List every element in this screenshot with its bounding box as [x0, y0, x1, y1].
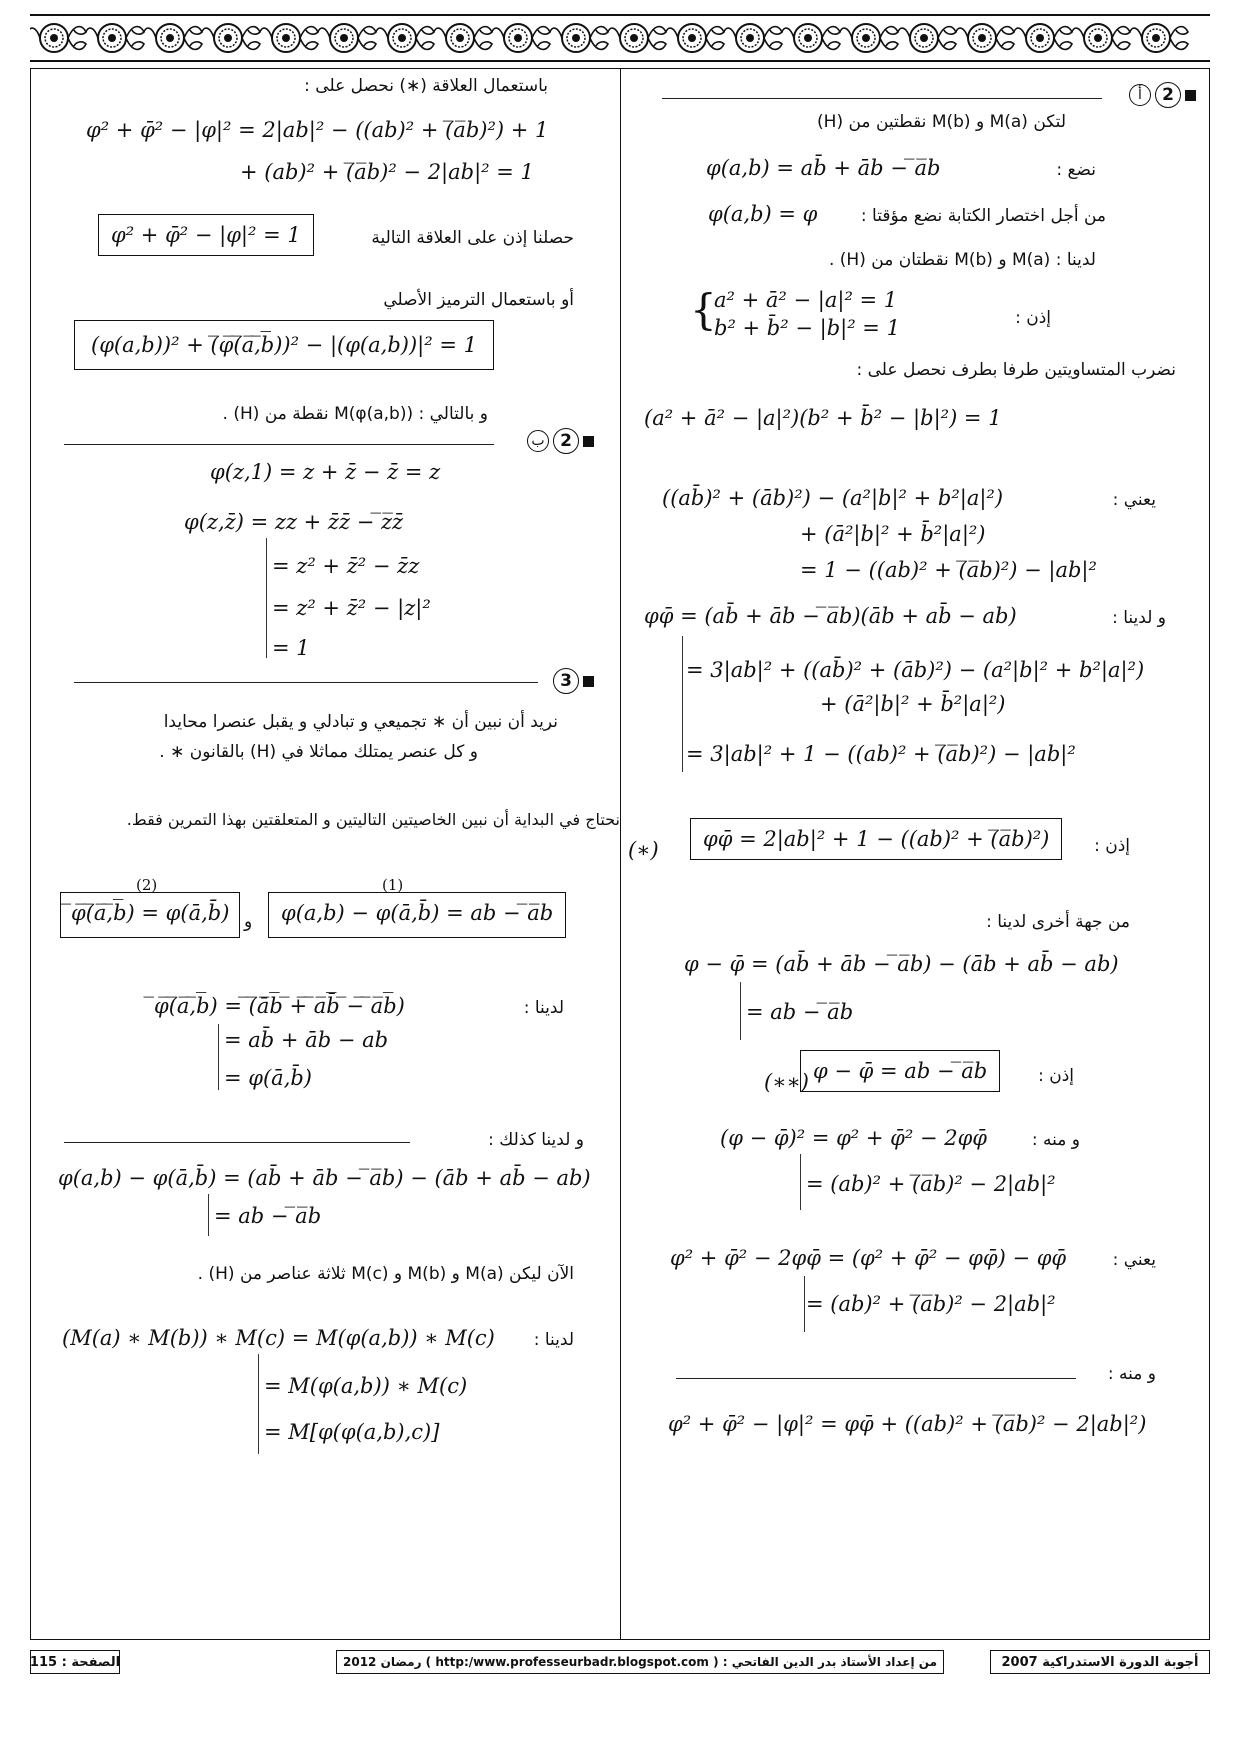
math-e2c: + (ā²|b|² + b̄²|a|²) — [820, 692, 1006, 716]
boxed-relation-2: (φ(a,b))² + (̅φ̅(̅a̅,̅b̅))² − |(φ(a,b))|² = 1 — [74, 320, 494, 370]
label-we-have: و لدينا : — [1112, 608, 1166, 628]
boxed-property-2: ̅φ̅(̅a̅,̅b̅) = φ(ā,b̄) — [60, 892, 240, 938]
swirl-ornament-icon — [30, 12, 1210, 64]
label-we-have-2: لدينا : — [523, 998, 564, 1018]
text-and: و — [244, 912, 253, 932]
q3-number: 3 — [553, 668, 579, 694]
derivation-bar-3 — [800, 1154, 801, 1210]
math-m3c: = z² + z̄² − |z|² — [272, 596, 431, 620]
question-3-marker — [553, 668, 594, 694]
math-e2b: = 3|ab|² + ((ab̄)² + (āb)²) − (a²|b|² + b²|a|²) — [686, 658, 1145, 682]
label-therefore-3: إذن : — [1038, 1066, 1074, 1086]
text-using-star: باستعمال العلاقة (∗) نحصل على : — [304, 76, 548, 96]
text-original-notation: أو باستعمال الترميز الأصلي — [383, 290, 574, 310]
math-sys-1: a² + ā² − |a|² = 1 — [714, 288, 898, 312]
label-we-have-3: لدينا : — [533, 1330, 574, 1350]
math-m5b: = ab − ̅a̅b — [214, 1204, 322, 1228]
math-sys-2: b² + b̄² − |b|² = 1 — [714, 316, 900, 340]
text-aim-1: نريد أن نبين أن ∗ تجميعي و تبادلي و يقبل عنصرا محايدا — [163, 712, 558, 732]
math-m3d: = 1 — [272, 636, 310, 660]
section-rule — [662, 98, 1102, 99]
label-meaning-2: يعني : — [1112, 1250, 1156, 1270]
boxed-sstar-relation: φ − φ̄ = ab − ̅a̅b — [800, 1050, 1000, 1092]
math-m4c: = φ(ā,b̄) — [224, 1066, 312, 1090]
q2a-letter: أ — [1129, 84, 1151, 106]
derivation-bar-5 — [266, 538, 267, 658]
math-e1c: = 1 − ((ab)² + (̅a̅b)²) − |ab|² — [800, 558, 1097, 582]
math-m2: φ(z,1) = z + z̄ − z̄ = z — [210, 460, 441, 484]
text-abbrev: من أجل اختصار الكتابة نضع مؤقتا : — [860, 206, 1106, 226]
math-e5b: = (ab)² + (̅a̅b)² − 2|ab|² — [806, 1292, 1056, 1316]
question-2b-marker — [527, 428, 594, 454]
math-m6c: = M[φ(φ(a,b),c)] — [264, 1420, 440, 1444]
text-other-hand: من جهة أخرى لدينا : — [986, 912, 1130, 932]
label-hence-2: و منه : — [1107, 1364, 1156, 1384]
math-m4b: = ab̄ + āb − ab — [224, 1028, 389, 1052]
math-e3b: = ab − ̅a̅b — [746, 1000, 854, 1024]
left-column — [34, 70, 618, 1636]
q2b-number: 2 — [553, 428, 579, 454]
sstar-tag: (∗∗) — [764, 1070, 809, 1094]
question-2a-marker — [1129, 82, 1196, 108]
math-e2a: φφ̄ = (ab̄ + āb − ̅a̅b)(āb + ab̄ − ab) — [644, 604, 1017, 628]
derivation-bar-4 — [804, 1276, 805, 1332]
math-product: (a² + ā² − |a|²)(b² + b̄² − |b|²) = 1 — [644, 406, 1002, 430]
column-divider — [620, 68, 621, 1640]
math-m6b: = M(φ(a,b)) ∗ M(c) — [264, 1374, 468, 1398]
bullet-icon — [583, 436, 594, 447]
rule-hence — [676, 1378, 1076, 1379]
section-rule — [64, 444, 494, 445]
derivation-bar-6 — [218, 1024, 219, 1090]
math-e4a: (φ − φ̄)² = φ² + φ̄² − 2φφ̄ — [720, 1126, 988, 1150]
math-e1a: ((ab̄)² + (āb)²) − (a²|b|² + b²|a|²) — [662, 486, 1004, 510]
boxed-star-relation: φφ̄ = 2|ab|² + 1 − ((ab)² + (̅a̅b)²) — [630, 818, 1062, 860]
star-tag: (∗) — [628, 838, 659, 862]
math-e3a: φ − φ̄ = (ab̄ + āb − ̅a̅b) − (āb + ab̄ − ab) — [684, 952, 1119, 976]
q2b-letter: ب — [527, 430, 549, 452]
boxed-property-1: φ(a,b) − φ(ā,b̄) = ab − ̅a̅b — [268, 892, 566, 938]
label-therefore: إذن : — [1015, 308, 1051, 328]
bullet-icon — [1185, 90, 1196, 101]
math-m5a: φ(a,b) − φ(ā,b̄) = (ab̄ + āb − ̅a̅b) − (āb + ab̄ − ab) — [58, 1166, 591, 1190]
derivation-bar-8 — [258, 1354, 259, 1454]
math-e6: φ² + φ̄² − |φ|² = φφ̄ + ((ab)² + (̅a̅b)² − 2|ab|²) — [668, 1412, 1147, 1436]
math-e1b: + (ā²|b|² + b̄²|a|²) — [800, 522, 986, 546]
label-set: نضع : — [1056, 160, 1096, 180]
footer-page-number: الصفحة : 115 — [30, 1650, 120, 1674]
derivation-bar-2 — [740, 982, 741, 1040]
boxed-relation-1: φ² + φ̄² − |φ|² = 1 — [98, 214, 314, 256]
bullet-icon — [583, 676, 594, 687]
text-let-points: لتكن M(a) و M(b) نقطتين من (H) — [817, 112, 1066, 132]
text-need-properties: نحتاج في البداية أن نبين الخاصيتين التاليتين و المتعلقتين بهذا التمرين فقط. — [126, 810, 620, 829]
math-m1b: + (ab)² + (̅a̅b)² − 2|ab|² = 1 — [240, 160, 534, 184]
text-conclusion: و بالتالي : M(φ(a,b)) نقطة من (H) . — [222, 404, 488, 424]
text-aim-2: و كل عنصر يمتلك مماثلا في (H) بالقانون ∗ . — [159, 742, 478, 762]
q2a-number: 2 — [1155, 82, 1181, 108]
section-rule — [74, 682, 538, 683]
brace-symbol: { — [690, 285, 717, 334]
text-points-in-H: لدينا : M(a) و M(b) نقطتان من (H) . — [828, 250, 1096, 270]
text-let-three: الآن ليكن M(a) و M(b) و M(c) ثلاثة عناصر من (H) . — [197, 1264, 574, 1284]
math-e4b: = (ab)² + (̅a̅b)² − 2|ab|² — [806, 1172, 1056, 1196]
math-m1a: φ² + φ̄² − |φ|² = 2|ab|² − ((ab)² + (̅a̅b)²) + 1 — [86, 118, 549, 142]
math-e5a: φ² + φ̄² − 2φφ̄ = (φ² + φ̄² − φφ̄) − φφ̄ — [670, 1246, 1067, 1270]
math-m3a: φ(z,z̄) = zz + z̄z̄ − ̅z̅z̄ — [184, 510, 404, 534]
right-column — [624, 70, 1206, 1636]
text-obtained: حصلنا إذن على العلاقة التالية — [371, 228, 574, 248]
math-e2d: = 3|ab|² + 1 − ((ab)² + (̅a̅b)²) − |ab|² — [686, 742, 1076, 766]
text-multiply: نضرب المتساويتين طرفا بطرف نحصل على : — [856, 360, 1176, 380]
footer-title: أجوبة الدورة الاستدراكية 2007 — [990, 1650, 1210, 1674]
math-phi-def: φ(a,b) = ab̄ + āb − ̅a̅b — [706, 156, 941, 180]
label-prop-1: (1) — [382, 876, 404, 894]
math-m6a: (M(a) ∗ M(b)) ∗ M(c) = M(φ(a,b)) ∗ M(c) — [62, 1326, 495, 1350]
math-m4a: ̅φ̅(̅a̅,̅b̅) = ̅(̅ā̅b̅ ̅+̅ ̅a̅b̄̅ ̅−̅ ̅a̅b̅) — [154, 994, 405, 1018]
derivation-bar-7 — [208, 1194, 209, 1236]
rule-also — [64, 1142, 410, 1143]
label-meaning-1: يعني : — [1112, 490, 1156, 510]
label-hence-1: و منه : — [1031, 1130, 1080, 1150]
label-prop-2: (2) — [136, 876, 158, 894]
label-also: و لدينا كذلك : — [488, 1130, 584, 1150]
math-phi-short: φ(a,b) = φ — [708, 202, 818, 226]
footer-author: من إعداد الأستاذ بدر الدين الفاتحي : ( http:/www.professeurbadr.blogspot.com ) رمضان 2012 — [336, 1650, 944, 1674]
label-therefore-2: إذن : — [1094, 836, 1130, 856]
derivation-bar — [682, 636, 683, 772]
math-m3b: = z² + z̄² − z̄z — [272, 554, 420, 578]
